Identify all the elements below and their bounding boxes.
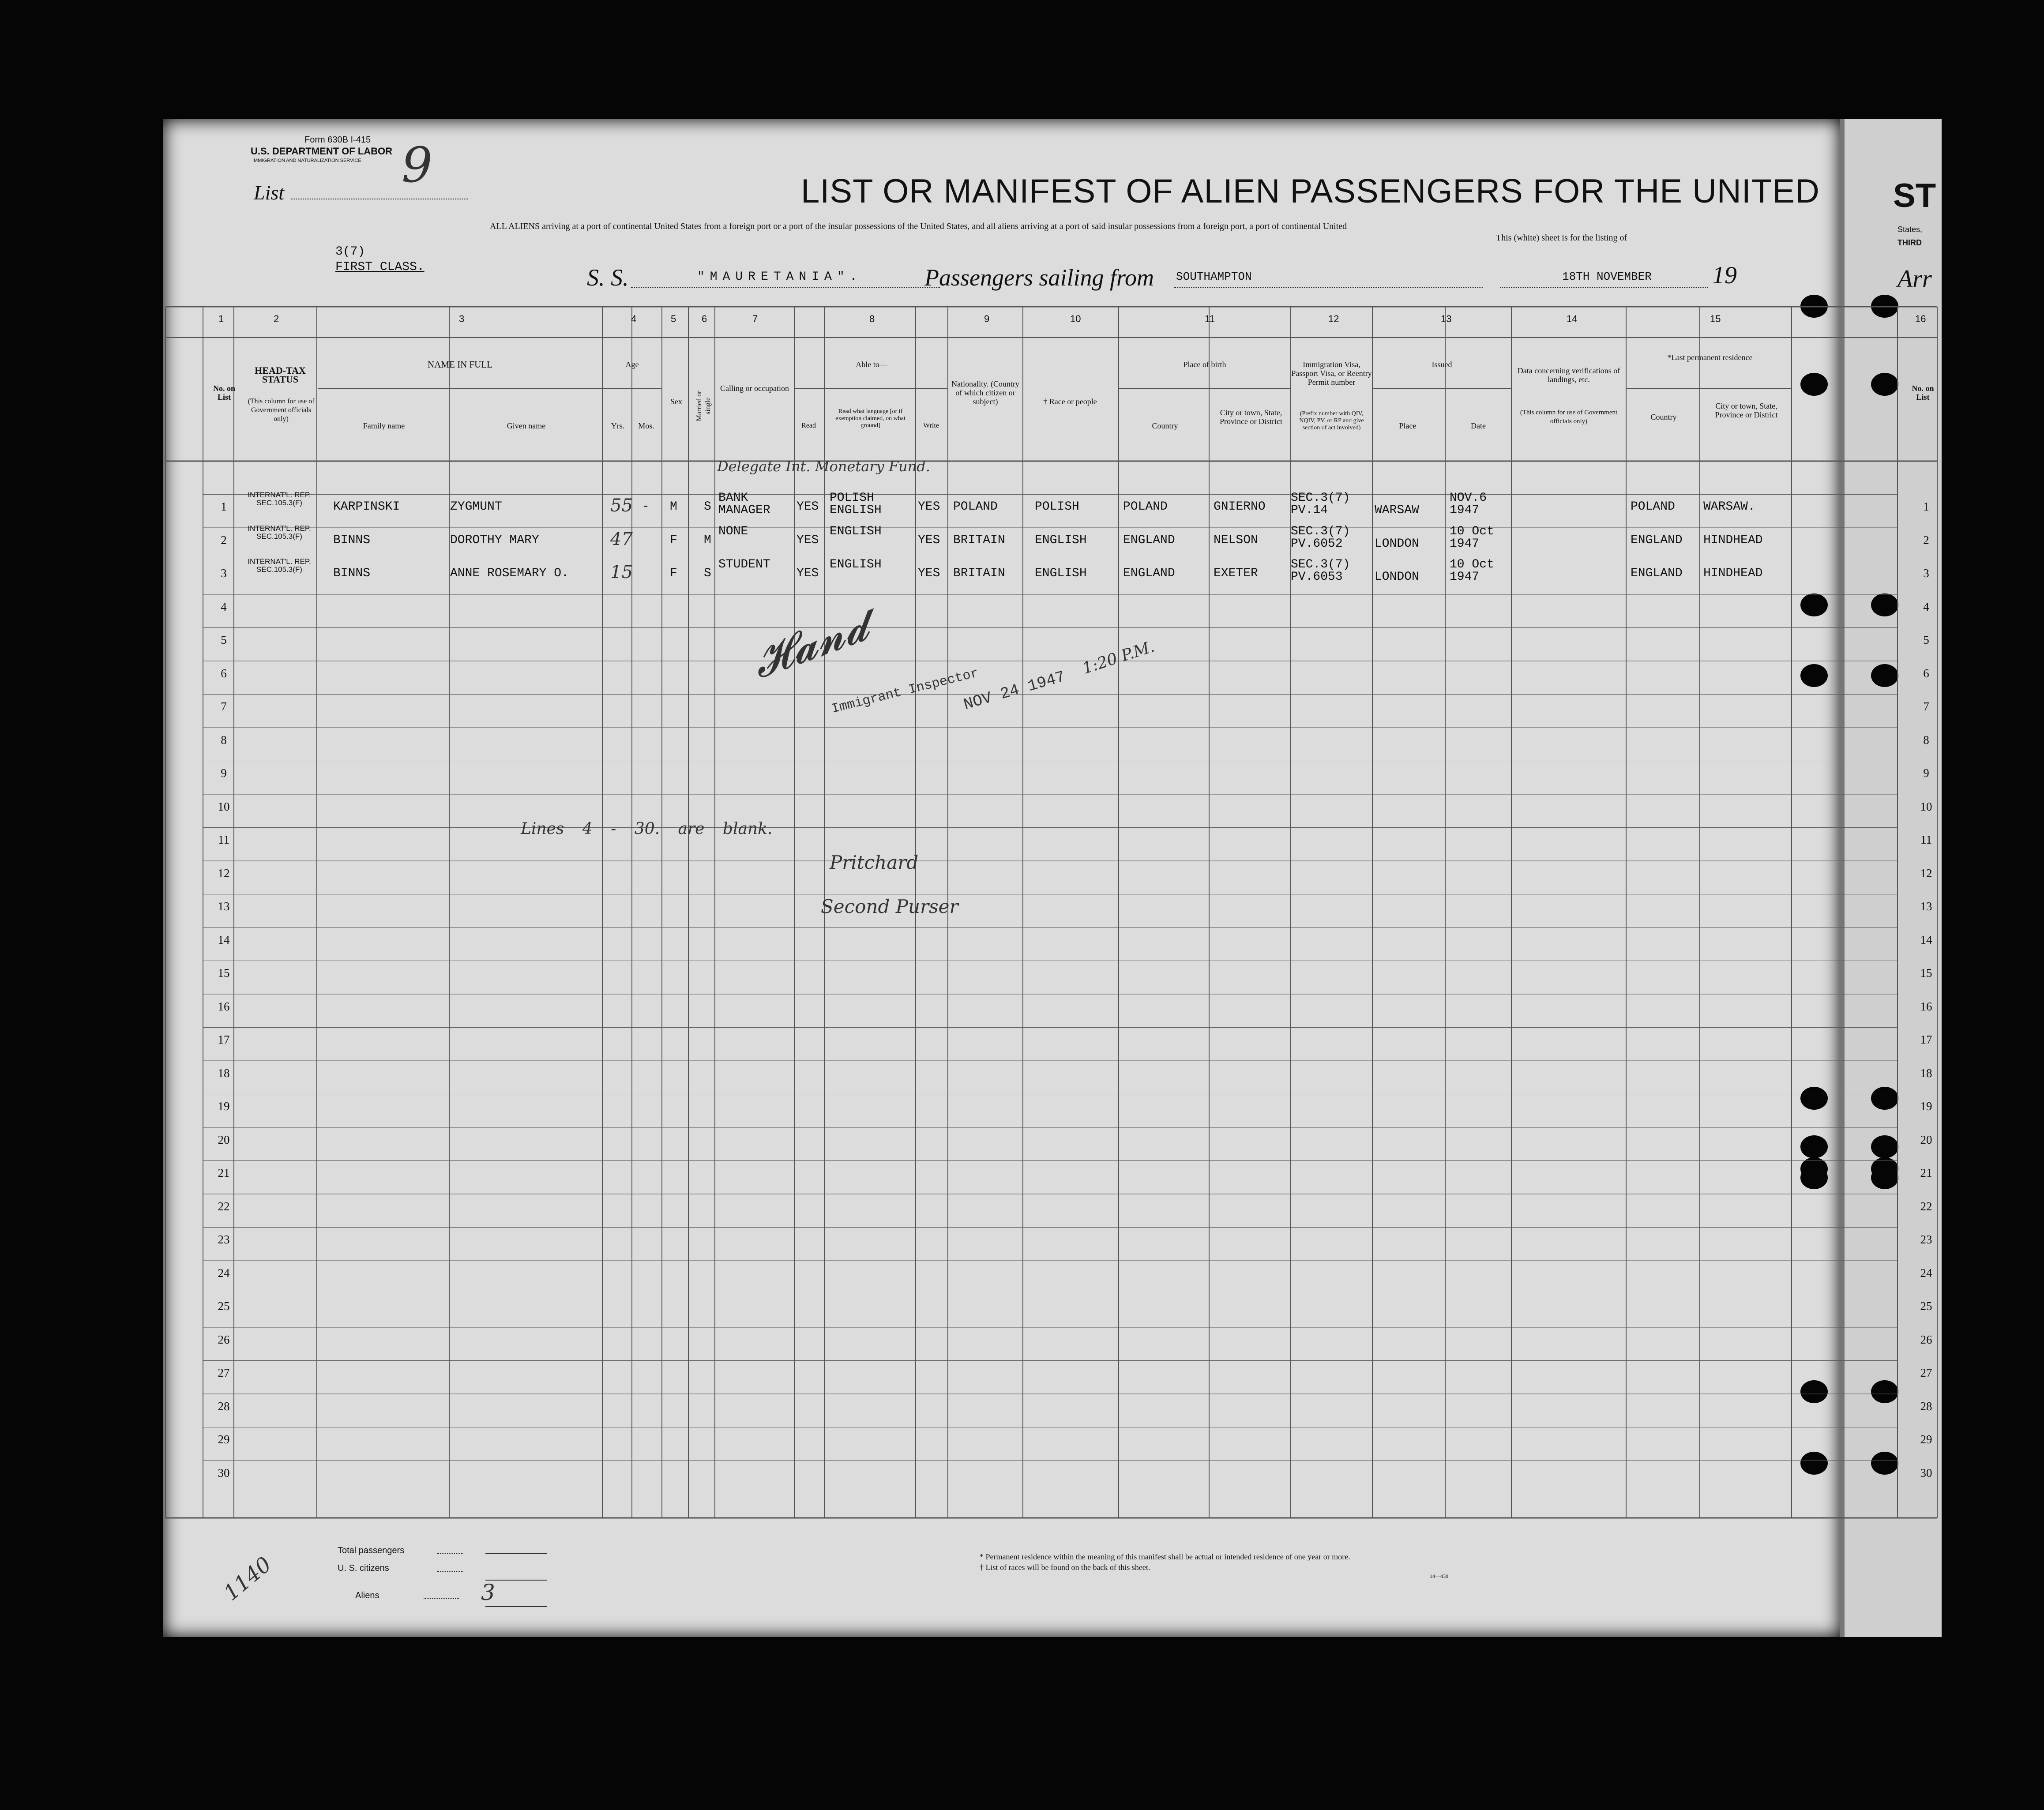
issue-date: NOV.6 [1450, 491, 1487, 505]
list-number: 9 [402, 137, 432, 193]
row-number-right: 23 [1920, 1233, 1932, 1246]
us-citizens-label: U. S. citizens [338, 1563, 389, 1573]
right-fragment-2: THIRD [1897, 238, 1922, 247]
row-number-right: 20 [1920, 1133, 1932, 1146]
row-number-left: 10 [218, 800, 230, 813]
headtax-status: INTERNAT'L. REP. SEC.105.3(F) [248, 557, 311, 574]
occupation: NONE [718, 524, 748, 538]
row-number-right: 11 [1920, 833, 1932, 846]
row-number-right: 7 [1923, 700, 1929, 713]
able-read: YES [797, 500, 819, 514]
row-number-right: 26 [1920, 1333, 1932, 1346]
birth-city: NELSON [1214, 533, 1258, 547]
row-number-left: 22 [218, 1199, 230, 1213]
row-number-right: 5 [1923, 633, 1929, 646]
row-number-left: 16 [218, 999, 230, 1013]
family-name: BINNS [333, 567, 371, 580]
issue-date: 10 Oct [1450, 524, 1494, 538]
officer-rank: Second Purser [821, 896, 958, 917]
form-code: 14—430 [1430, 1573, 1448, 1579]
nationality: BRITAIN [953, 533, 1005, 547]
issue-place: LONDON [1375, 537, 1419, 551]
manifest-title-continued: ST [1893, 177, 1936, 214]
age-months: - [642, 500, 650, 514]
residence-city: HINDHEAD [1703, 567, 1763, 580]
list-label: List [254, 181, 285, 204]
col-header-birth-city: City or town, State, Province or District [1220, 408, 1282, 426]
row-number-right: 9 [1923, 766, 1929, 780]
nationality: POLAND [953, 500, 998, 514]
column-number: 12 [1328, 313, 1339, 324]
row-number-right: 3 [1923, 567, 1929, 580]
residence-city: HINDHEAD [1703, 533, 1763, 547]
visa-section: SEC.3(7) [1291, 524, 1350, 538]
col-header-place: Place [1399, 421, 1417, 430]
col-header-birth-country: Country [1152, 421, 1178, 430]
aliens-count: 3 [481, 1580, 495, 1605]
able-read: YES [797, 567, 819, 580]
marital-status: S [704, 500, 711, 514]
language: POLISH [830, 491, 874, 505]
col-header-res-city: City or town, State, Province or District [1715, 402, 1778, 419]
row-number-right: 27 [1920, 1366, 1932, 1379]
col-header-issued: Issued [1432, 360, 1452, 369]
visa-number: PV.14 [1291, 503, 1328, 517]
given-name: DOROTHY MARY [450, 533, 539, 547]
inspector-stamp: Immigrant Inspector [830, 666, 981, 717]
birth-city: GNIERNO [1214, 500, 1266, 514]
officer-name: Pritchard [830, 852, 919, 873]
family-name: BINNS [333, 533, 371, 547]
occupation: STUDENT [718, 558, 770, 571]
inspector-signature: 𝓗𝓪𝓷𝓭 [745, 598, 876, 689]
sailing-port: SOUTHAMPTON [1176, 270, 1252, 283]
column-number: 9 [984, 313, 990, 324]
col-header-landing-note: (This column for use of Government officials only) [1520, 409, 1618, 425]
col-header-date: Date [1471, 421, 1486, 430]
form-number: Form 630B I-415 [304, 135, 371, 145]
col-header-headtax-note: (This column for use of Government officials only) [248, 398, 315, 423]
race: ENGLISH [1035, 533, 1087, 547]
handwritten-delegate-note: Delegate Int. Monetary Fund. [717, 458, 930, 475]
row-number-left: 20 [218, 1133, 230, 1146]
column-number: 4 [631, 313, 637, 324]
row-number-left: 26 [218, 1333, 230, 1346]
able-write: YES [918, 533, 940, 547]
row-number-left: 18 [218, 1066, 230, 1080]
row-number-right: 17 [1920, 1033, 1932, 1046]
row-number-left: 4 [221, 600, 227, 613]
sailing-label: Passengers sailing from [924, 264, 1154, 291]
sex: F [670, 567, 677, 580]
residence-country: ENGLAND [1631, 567, 1683, 580]
column-number: 6 [702, 313, 707, 324]
race: ENGLISH [1035, 567, 1087, 580]
row-number-left: 21 [218, 1166, 230, 1179]
total-passengers-label: Total passengers [338, 1546, 405, 1555]
subtitle-line-2: This (white) sheet is for the listing of [1496, 233, 1627, 243]
age-years: 55 [610, 496, 633, 516]
row-number-right: 16 [1920, 999, 1932, 1013]
lines-blank-note: Lines 4 - 30. are blank. [521, 820, 773, 838]
col-header-age: Age [625, 360, 639, 369]
row-number-left: 2 [221, 533, 227, 547]
issue-date: 10 Oct [1450, 558, 1494, 571]
family-name: KARPINSKI [333, 500, 400, 514]
row-number-left: 14 [218, 933, 230, 946]
ss-label: S. S. [587, 264, 629, 291]
marital-status: M [704, 533, 711, 547]
col-header-nationality: Nationality. (Country of which citizen or subject) [951, 379, 1019, 406]
row-number-left: 7 [221, 700, 227, 713]
stamp-time: 1:20 P.M. [1080, 637, 1157, 678]
birth-country: ENGLAND [1123, 533, 1175, 547]
col-header-family: Family name [363, 421, 405, 430]
row-number-left: 27 [218, 1366, 230, 1379]
language: ENGLISH [830, 524, 882, 538]
language: ENGLISH [830, 558, 882, 571]
row-number-right: 24 [1920, 1266, 1932, 1280]
row-number-right: 22 [1920, 1199, 1932, 1213]
row-number-left: 25 [218, 1299, 230, 1313]
total-line [485, 1553, 547, 1554]
right-fragment-3: Arr [1897, 265, 1932, 293]
row-number-left: 17 [218, 1033, 230, 1046]
row-number-right: 1 [1923, 500, 1929, 513]
row-number-left: 28 [218, 1399, 230, 1413]
visa-section: SEC.3(7) [1291, 558, 1350, 571]
col-header-read: Read [801, 422, 816, 429]
nationality: BRITAIN [953, 567, 1005, 580]
column-number: 5 [671, 313, 676, 324]
column-number: 16 [1915, 313, 1926, 324]
issue-place: WARSAW [1375, 503, 1419, 517]
col-header-given: Given name [507, 421, 546, 430]
sailing-date: 18TH NOVEMBER [1562, 270, 1652, 283]
row-number-right: 28 [1920, 1399, 1932, 1413]
occupation: BANK [718, 491, 748, 505]
row-number-left: 11 [218, 833, 229, 846]
col-header-yrs: Yrs. [611, 421, 625, 430]
row-number-right: 4 [1923, 600, 1929, 613]
date-stamp: NOV 24 1947 [961, 668, 1067, 714]
row-number-left: 19 [218, 1100, 230, 1113]
sex: F [670, 533, 677, 547]
us-dots [437, 1571, 463, 1572]
col-header-sex: Sex [670, 397, 682, 406]
year-prefix: 19 [1712, 262, 1737, 289]
row-number-right: 30 [1920, 1466, 1932, 1480]
col-header-mos: Mos. [638, 421, 654, 430]
col-header-able: Able to— [856, 360, 887, 369]
birth-country: POLAND [1123, 500, 1168, 514]
total-dots [437, 1553, 463, 1554]
row-number-left: 13 [218, 900, 230, 913]
col-header-birth: Place of birth [1183, 360, 1226, 369]
row-number-right: 13 [1920, 900, 1932, 913]
subtitle-line-1: ALL ALIENS arriving at a port of continental United States from a foreign port or a port of the insular possessions of the United States, and all aliens arriving at a port of said insular possessions from a foreign port, a port of continental United [490, 222, 1347, 231]
row-number-right: 29 [1920, 1433, 1932, 1446]
class-code: 3(7) [335, 245, 365, 259]
col-header-write: Write [923, 422, 939, 429]
row-number-right: 6 [1923, 666, 1929, 680]
issue-place: LONDON [1375, 570, 1419, 584]
row-number-right: 18 [1920, 1066, 1932, 1080]
department-name: U.S. DEPARTMENT OF LABOR [251, 146, 393, 157]
row-number-left: 1 [221, 500, 227, 513]
col-header-res-country: Country [1650, 413, 1677, 421]
aliens-line [485, 1606, 547, 1607]
visa-section: SEC.3(7) [1291, 491, 1350, 505]
column-number: 15 [1710, 313, 1721, 324]
col-header-name: NAME IN FULL [428, 359, 492, 370]
birth-city: EXETER [1214, 567, 1258, 580]
row-number-right: 15 [1920, 966, 1932, 980]
right-fragment-1: States, [1897, 225, 1923, 234]
visa-number: PV.6053 [1291, 570, 1343, 584]
issue-year: 1947 [1450, 537, 1480, 551]
row-number-left: 23 [218, 1233, 230, 1246]
visa-number: PV.6052 [1291, 537, 1343, 551]
age-years: 15 [610, 562, 633, 582]
issue-year: 1947 [1450, 503, 1480, 517]
age-years: 47 [610, 529, 633, 549]
row-number-left: 15 [218, 966, 230, 980]
aliens-dots [424, 1598, 459, 1599]
given-name: ANNE ROSEMARY O. [450, 567, 569, 580]
column-number: 11 [1205, 313, 1215, 324]
row-number-left: 9 [221, 766, 227, 780]
residence-city: WARSAW. [1703, 500, 1755, 514]
race: POLISH [1035, 500, 1079, 514]
column-number: 2 [274, 313, 279, 324]
row-number-left: 29 [218, 1433, 230, 1446]
col-header-lang: Read what language [or if exemption claimed, on what ground] [835, 408, 906, 429]
row-number-left: 24 [218, 1266, 230, 1280]
col-header-residence: *Last permanent residence [1667, 353, 1753, 362]
column-number: 14 [1567, 313, 1578, 324]
col-header-landing: Data concerning verifications of landings, etc. [1517, 366, 1620, 384]
able-read: YES [797, 533, 819, 547]
passenger-class: FIRST CLASS. [335, 260, 425, 274]
marital-status: S [704, 567, 711, 580]
footnote-residence: * Permanent residence within the meaning of this manifest shall be actual or intended residence of one year or more. [980, 1552, 1350, 1561]
issue-year: 1947 [1450, 570, 1480, 584]
row-number-right: 14 [1920, 933, 1932, 946]
col-header-calling: Calling or occupation [720, 384, 789, 393]
col-header-race: † Race or people [1043, 397, 1097, 406]
footnote-races: † List of races will be found on the back of this sheet. [980, 1563, 1150, 1572]
row-number-left: 6 [221, 666, 227, 680]
col-header-visa-note: (Prefix number with QIV, NQIV, PV, or RP and give section of act involved) [1299, 410, 1364, 431]
column-number: 10 [1070, 313, 1081, 324]
col-header-married: Married or single [695, 391, 712, 421]
row-number-right: 25 [1920, 1299, 1932, 1313]
row-number-right: 21 [1920, 1166, 1932, 1179]
col-header-visa: Immigration Visa, Passport Visa, or Reentry Permit number [1291, 360, 1372, 387]
manifest-title: LIST OR MANIFEST OF ALIEN PASSENGERS FOR THE UNITED [801, 173, 1820, 210]
column-number: 8 [869, 313, 875, 324]
row-number-right: 2 [1923, 533, 1929, 547]
able-write: YES [918, 567, 940, 580]
ship-name: "MAURETANIA". [697, 270, 863, 284]
margin-number: 1140 [219, 1552, 276, 1606]
sex: M [670, 500, 677, 514]
row-number-left: 5 [221, 633, 227, 646]
birth-country: ENGLAND [1123, 567, 1175, 580]
residence-country: ENGLAND [1631, 533, 1683, 547]
row-number-left: 30 [218, 1466, 230, 1480]
col-header-no-right: No. on List [1912, 384, 1934, 402]
column-number: 1 [218, 313, 224, 324]
residence-country: POLAND [1631, 500, 1675, 514]
able-write: YES [918, 500, 940, 514]
column-number: 13 [1441, 313, 1452, 324]
row-number-right: 19 [1920, 1100, 1932, 1113]
column-number: 7 [752, 313, 758, 324]
occupation-line-2: MANAGER [718, 503, 770, 517]
headtax-status: INTERNAT'L. REP. SEC.105.3(F) [248, 491, 311, 507]
row-number-left: 12 [218, 866, 230, 880]
headtax-status: INTERNAT'L. REP. SEC.105.3(F) [248, 524, 311, 541]
given-name: ZYGMUNT [450, 500, 502, 514]
row-number-right: 12 [1920, 866, 1932, 880]
col-header-headtax: HEAD-TAX STATUS [255, 365, 306, 385]
col-header-no: No. on List [213, 384, 235, 402]
language-line-2: ENGLISH [830, 503, 882, 517]
row-number-right: 8 [1923, 733, 1929, 747]
column-number: 3 [459, 313, 465, 324]
row-number-left: 8 [221, 733, 227, 747]
service-name: IMMIGRATION AND NATURALIZATION SERVICE [252, 158, 361, 163]
aliens-label: Aliens [355, 1591, 379, 1600]
row-number-right: 10 [1920, 800, 1932, 813]
row-number-left: 3 [221, 567, 227, 580]
